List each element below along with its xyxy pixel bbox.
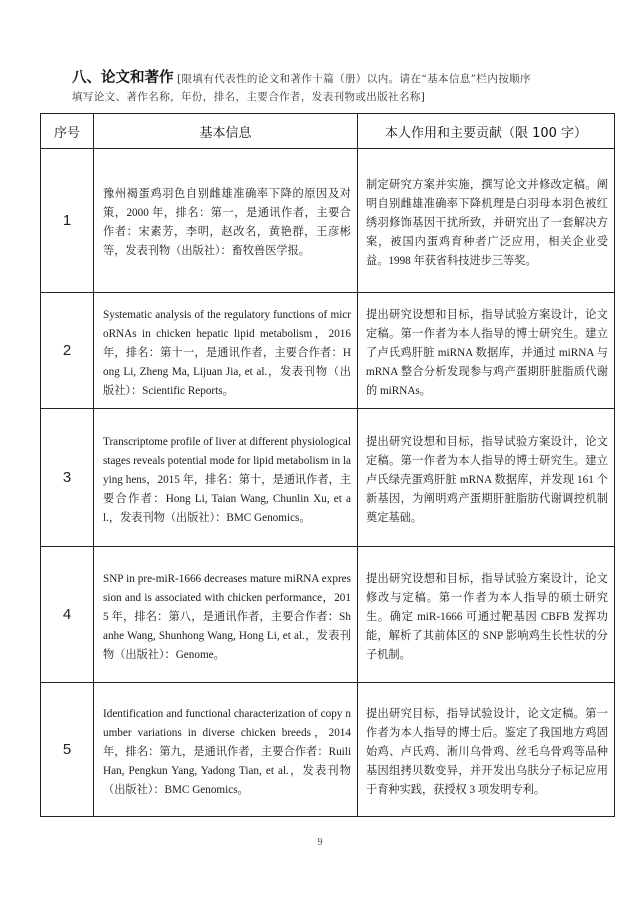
row-contribution: 提出研究设想和目标，指导试验方案设计，论文修改与定稿。第一作者为本人指导的硕士研究生。确定 miR-1666 可通过靶基因 CBFB 发挥功能，解析了其前体区的 SNP 影响鸡生长性状的分子机制。 bbox=[358, 547, 615, 683]
table-row bbox=[41, 683, 615, 817]
table-row bbox=[41, 547, 615, 683]
header-contribution: 本人作用和主要贡献（限 100 字） bbox=[358, 114, 615, 149]
row-info: Transcriptome profile of liver at different physiological stages reveals potential mode for lipid metabolism in laying hens，2015 年，排名：第十，是通讯作者，主要合作者：Hong Li, Taian Wang, Chunlin Xu, et al.，发表刊物（出版社）：BMC Genomics。 bbox=[94, 409, 358, 547]
row-contribution: 提出研究设想和目标，指导试验方案设计，论文定稿。第一作者为本人指导的博士研究生。建立了卢氏鸡肝脏 miRNA 数据库，并通过 miRNA 与 mRNA 整合分析发现参与鸡产蛋期肝脏脂质代谢的 miRNAs。 bbox=[358, 293, 615, 409]
section-heading bbox=[72, 70, 592, 106]
row-info: SNP in pre-miR-1666 decreases mature miRNA expression and is associated with chicken performance，2015 年，排名：第八，是通讯作者，主要合作者：Shanhe Wang, Shunhong Wang, Hong Li, et al.，发表刊物（出版社）：Genome。 bbox=[94, 547, 358, 683]
table-header-row bbox=[41, 114, 615, 149]
row-contribution: 提出研究目标，指导试验设计，论文定稿。第一作者为本人指导的博士后。鉴定了我国地方鸡固始鸡、卢氏鸡、淅川乌骨鸡、丝毛乌骨鸡等品种基因组拷贝数变异，并开发出乌肤分子标记应用于育种实践，获授权 3 项发明专利。 bbox=[358, 683, 615, 817]
row-seq: 1 bbox=[41, 149, 94, 293]
row-seq: 3 bbox=[41, 409, 94, 547]
section-note-line-2: 填写论文、著作名称，年份，排名，主要合作者，发表刊物或出版社名称] bbox=[72, 91, 426, 103]
header-info: 基本信息 bbox=[94, 114, 358, 149]
row-info: 豫州褐蛋鸡羽色自别雌雄准确率下降的原因及对策，2000 年，排名：第一，是通讯作者，主要合作者：宋素芳，李明，赵改名，黄艳群，王彦彬等，发表刊物（出版社）：畜牧兽医学报。 bbox=[94, 149, 358, 293]
section-title: 八、论文和著作 bbox=[72, 70, 174, 86]
publications-table bbox=[40, 113, 615, 817]
row-contribution: 提出研究设想和目标，指导试验方案设计，论文定稿。第一作者为本人指导的博士研究生。建立卢氏绿壳蛋鸡肝脏 mRNA 数据库，并发现 161 个新基因，为阐明鸡产蛋期肝脏脂肪代谢调控机制奠定基础。 bbox=[358, 409, 615, 547]
table-row bbox=[41, 293, 615, 409]
table-row bbox=[41, 149, 615, 293]
row-contribution: 制定研究方案并实施，撰写论文并修改定稿。阐明自别雌雄准确率下降机理是白羽母本羽色被红绣羽修饰基因干扰所致，并研究出了一套解决方案，被国内蛋鸡育种者广泛应用，相关企业受益。1998 年获省科技进步三等奖。 bbox=[358, 149, 615, 293]
section-note-line-1: [限填有代表性的论文和著作十篇（册）以内。请在“基本信息”栏内按顺序 bbox=[177, 73, 531, 85]
row-seq: 5 bbox=[41, 683, 94, 817]
row-info: Identification and functional characterization of copy number variations in diverse chicken breeds，2014 年，排名：第九，是通讯作者，主要合作者：Ruili Han, Pengkun Yang, Yadong Tian, et al.，发表刊物（出版社）：BMC Genomics。 bbox=[94, 683, 358, 817]
row-info: Systematic analysis of the regulatory functions of microRNAs in chicken hepatic lipid metabolism，2016 年，排名：第十一，是通讯作者，主要合作者：Hong Li, Zheng Ma, Lijuan Jia, et al.，发表刊物（出版社）：Scientific Reports。 bbox=[94, 293, 358, 409]
table-row bbox=[41, 409, 615, 547]
page-number: 9 bbox=[317, 837, 323, 848]
row-seq: 2 bbox=[41, 293, 94, 409]
header-seq: 序号 bbox=[41, 114, 94, 149]
row-seq: 4 bbox=[41, 547, 94, 683]
